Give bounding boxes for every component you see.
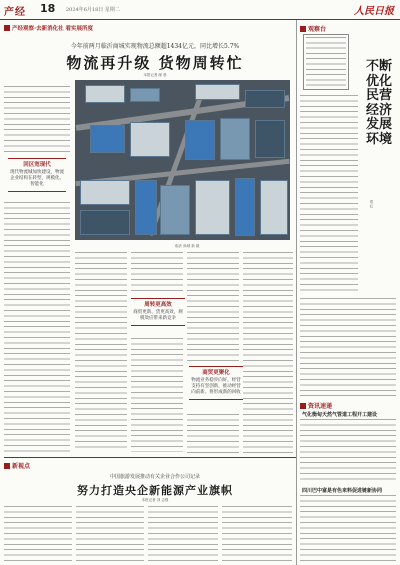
photo-caption: 临沂 商城 新 貌 [175, 244, 200, 248]
rail-section-title [300, 24, 326, 33]
bottom-section-title [4, 461, 30, 470]
newspaper-logo: 人民日报 [354, 6, 394, 17]
square-bullet-icon [4, 25, 10, 31]
bottom-story-byline: 本报记者 刘 志强 [141, 498, 169, 502]
rail-column-1 [300, 95, 358, 295]
page-header [0, 0, 400, 20]
square-bullet-icon [300, 26, 306, 32]
brief-body-1 [300, 419, 396, 483]
bottom-section-text: 新视点 [12, 463, 31, 470]
pullquote-3 [189, 366, 243, 400]
pullquote-2 [131, 298, 185, 326]
article-column-1a [4, 86, 70, 154]
section-divider [4, 457, 296, 458]
brief-title-2: 四川巴中富是有色来料促进链新协同 [302, 488, 383, 494]
page-number: 18 [40, 2, 56, 15]
issue-date: 2024年6月18日 星期二 [66, 7, 120, 13]
article-column-4a [187, 252, 239, 362]
pullquote-body: 物流业务稳步向好，经营支持有坚创新，推动经营向前新。将形成新的回收 [191, 378, 241, 395]
article-column-2 [75, 252, 127, 452]
briefs-section-text: 资讯速递 [308, 403, 333, 410]
pullquote-title: 周转更高效 [144, 302, 172, 308]
brief-title-1: 气化衡甸天然气管道工程开工建设 [302, 412, 378, 418]
article-column-3b [131, 338, 183, 452]
square-bullet-icon [300, 403, 306, 409]
bottom-column-2 [76, 506, 144, 563]
article-column-3a [131, 252, 183, 294]
kicker-text: 产经观察·去新消化社 看实展所度 [12, 26, 94, 32]
bottom-story-headline: 努力打造央企新能源产业旗帜 [77, 484, 233, 497]
bottom-column-3 [148, 506, 218, 563]
rail-summary-box [303, 34, 349, 90]
rail-section-text: 观察台 [308, 26, 327, 33]
rail-column-2 [300, 298, 396, 396]
top-story-headline: 物流再升级 货物周转忙 [66, 54, 244, 72]
bottom-column-1 [4, 506, 72, 563]
brief-body-2 [300, 495, 396, 561]
pullquote-1 [8, 158, 66, 192]
bottom-column-4 [222, 506, 292, 563]
top-story-kicker [4, 24, 93, 32]
aerial-logistics-photo [75, 80, 290, 240]
article-column-4b [187, 414, 239, 454]
square-bullet-icon [4, 463, 10, 469]
pullquote-body: 现代物流城加快建设，物流企业结构在转型，规模化、智能化 [10, 170, 64, 187]
rail-author: 郑 红 [370, 200, 374, 209]
article-column-1b [4, 202, 70, 454]
top-story-subhead: 今年前两月临沂商城实现物流总额超1434亿元，同比增长5.7% [70, 43, 240, 50]
pullquote-title: 商贸更聚化 [202, 370, 230, 376]
article-column-5 [243, 252, 293, 454]
section-name: 产经 [4, 7, 26, 18]
top-story-byline: 本报记者 邮 晨 [143, 73, 167, 77]
pullquote-body: 商贸更新、货更高效，规模效应带来新竞争 [133, 310, 183, 321]
bottom-story-subhead: 中国旅游发展推动有关企业合作公司记录 [109, 474, 200, 480]
rail-headline: 不断优化民营经济发展环境 [366, 59, 393, 147]
pullquote-title: 回区宽现代 [23, 162, 51, 168]
briefs-section-title [300, 401, 332, 410]
